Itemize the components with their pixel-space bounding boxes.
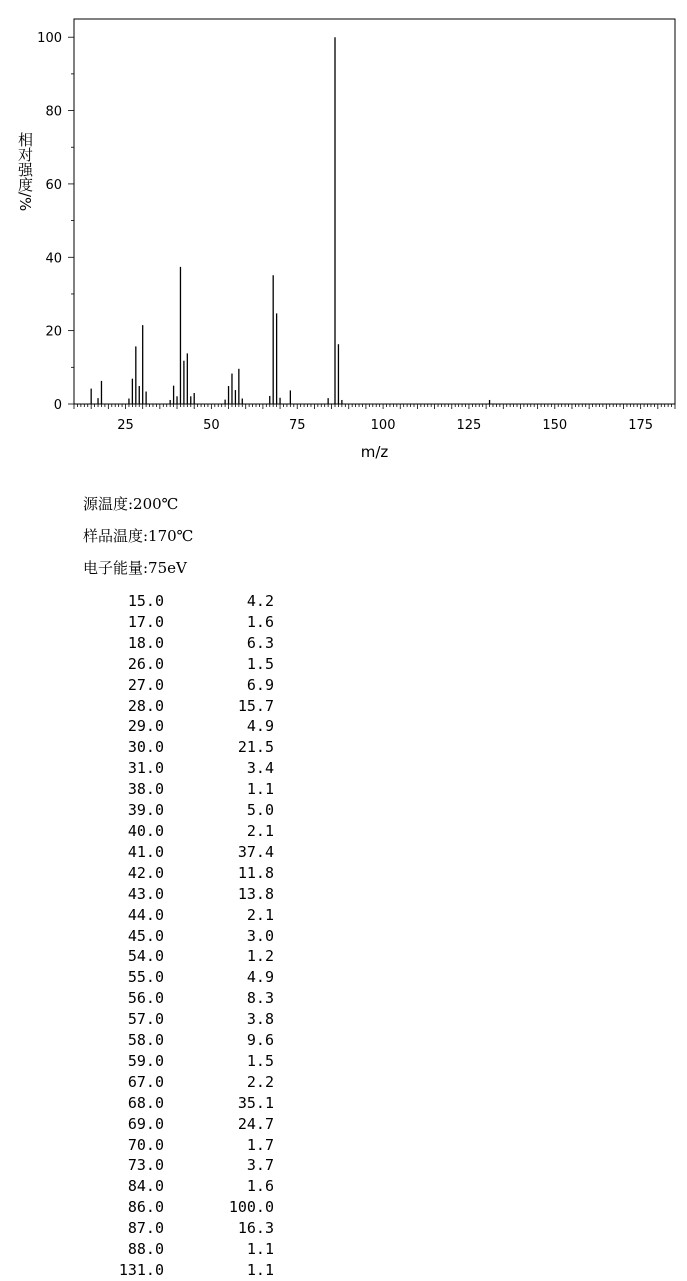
x-tick-label: 175 — [628, 418, 654, 433]
electron-energy-label: 电子能量:75eV — [83, 559, 187, 577]
x-tick-label: 75 — [288, 418, 306, 433]
plot-frame — [74, 19, 675, 404]
abundance-cell: 9.6 — [246, 1031, 274, 1050]
abundance-cell: 24.7 — [237, 1114, 274, 1133]
x-tick-label: 25 — [117, 418, 134, 433]
table-row — [0, 988, 274, 1009]
y-tick-label: 60 — [45, 177, 62, 193]
abundance-cell: 4.9 — [246, 717, 274, 736]
abundance-cell: 3.0 — [246, 926, 274, 945]
x-tick-label: 100 — [370, 418, 396, 433]
abundance-cell: 11.8 — [237, 863, 274, 882]
mz-cell: 59.0 — [127, 1051, 164, 1070]
y-axis-label: 相对强度/% — [16, 132, 34, 212]
abundance-cell: 35.1 — [237, 1093, 274, 1112]
table-row — [0, 800, 274, 821]
table-row — [0, 1155, 274, 1176]
x-axis-label: m/z — [360, 443, 389, 461]
mz-cell: 131.0 — [118, 1261, 164, 1279]
table-row — [0, 967, 274, 988]
table-row — [0, 1135, 274, 1156]
mz-cell: 31.0 — [127, 759, 164, 778]
mz-cell: 39.0 — [127, 801, 164, 820]
table-row — [0, 1009, 274, 1030]
abundance-cell: 16.3 — [237, 1219, 274, 1238]
table-row — [0, 1239, 274, 1260]
abundance-cell: 37.4 — [237, 842, 274, 861]
table-row — [0, 926, 274, 947]
table-row — [0, 1072, 274, 1093]
x-tick-label: 50 — [203, 418, 220, 433]
abundance-cell: 1.6 — [246, 612, 274, 631]
mz-cell: 29.0 — [127, 717, 164, 736]
table-row — [0, 737, 274, 758]
y-tick-label: 40 — [45, 251, 62, 267]
abundance-cell: 1.1 — [246, 1240, 274, 1259]
abundance-cell: 1.6 — [246, 1177, 274, 1196]
table-row — [0, 905, 274, 926]
abundance-cell: 3.4 — [246, 759, 274, 778]
table-row — [0, 591, 274, 612]
mz-cell: 67.0 — [127, 1072, 164, 1091]
mz-cell: 41.0 — [127, 842, 164, 861]
y-tick-label: 0 — [53, 398, 62, 413]
mass-spectrum-chart — [0, 0, 687, 470]
mz-cell: 43.0 — [127, 884, 164, 903]
abundance-cell: 2.1 — [246, 905, 274, 924]
table-row — [0, 1197, 274, 1218]
table-row — [0, 946, 274, 967]
mz-cell: 54.0 — [127, 947, 164, 966]
mz-cell: 18.0 — [127, 633, 164, 652]
table-row — [0, 612, 274, 633]
abundance-cell: 15.7 — [237, 696, 274, 715]
abundance-cell: 21.5 — [237, 738, 274, 757]
abundance-cell: 1.5 — [246, 654, 274, 673]
mz-cell: 38.0 — [127, 780, 164, 799]
abundance-cell: 3.8 — [246, 1010, 274, 1029]
abundance-cell: 1.5 — [246, 1051, 274, 1070]
mz-cell: 45.0 — [127, 926, 164, 945]
table-row — [0, 1030, 274, 1051]
abundance-cell: 4.2 — [246, 592, 274, 610]
abundance-cell: 1.7 — [246, 1135, 274, 1154]
mz-cell: 55.0 — [127, 968, 164, 987]
mz-cell: 68.0 — [127, 1093, 164, 1112]
mz-cell: 58.0 — [127, 1031, 164, 1050]
abundance-cell: 6.9 — [246, 675, 274, 694]
peak-table — [0, 591, 274, 1281]
table-row — [0, 821, 274, 842]
table-row — [0, 884, 274, 905]
mz-cell: 87.0 — [127, 1219, 164, 1238]
x-tick-label: 150 — [542, 418, 568, 433]
abundance-cell: 6.3 — [246, 633, 274, 652]
abundance-cell: 2.1 — [246, 821, 274, 840]
table-row — [0, 696, 274, 717]
table-row — [0, 1218, 274, 1239]
sample-temperature-label: 样品温度:170℃ — [83, 527, 194, 545]
mz-cell: 42.0 — [127, 863, 164, 882]
table-row — [0, 779, 274, 800]
mz-cell: 26.0 — [127, 654, 164, 673]
mz-cell: 56.0 — [127, 989, 164, 1008]
mz-cell: 30.0 — [127, 738, 164, 757]
table-row — [0, 863, 274, 884]
mz-cell: 69.0 — [127, 1114, 164, 1133]
table-row — [0, 654, 274, 675]
mz-cell: 70.0 — [127, 1135, 164, 1154]
table-row — [0, 842, 274, 863]
source-temperature-label: 源温度:200℃ — [83, 495, 179, 513]
abundance-cell: 8.3 — [246, 989, 274, 1008]
abundance-cell: 4.9 — [246, 968, 274, 987]
table-row — [0, 675, 274, 696]
table-row — [0, 716, 274, 737]
table-row — [0, 758, 274, 779]
mz-cell: 86.0 — [127, 1198, 164, 1217]
mz-cell: 40.0 — [127, 821, 164, 840]
abundance-cell: 2.2 — [246, 1072, 274, 1091]
mz-cell: 88.0 — [127, 1240, 164, 1259]
abundance-cell: 13.8 — [237, 884, 274, 903]
mz-cell: 57.0 — [127, 1010, 164, 1029]
table-row — [0, 1114, 274, 1135]
mz-cell: 27.0 — [127, 675, 164, 694]
abundance-cell: 1.2 — [246, 947, 274, 966]
abundance-cell: 1.1 — [246, 780, 274, 799]
x-tick-label: 125 — [456, 418, 482, 433]
table-row — [0, 1176, 274, 1197]
abundance-cell: 1.1 — [246, 1261, 274, 1279]
mz-cell: 73.0 — [127, 1156, 164, 1175]
y-tick-label: 80 — [45, 104, 62, 120]
table-row — [0, 1093, 274, 1114]
y-tick-label: 100 — [37, 31, 62, 47]
table-row — [0, 1260, 274, 1281]
mz-cell: 17.0 — [127, 612, 164, 631]
mz-cell: 84.0 — [127, 1177, 164, 1196]
table-row — [0, 1051, 274, 1072]
mz-cell: 15.0 — [127, 592, 164, 610]
abundance-cell: 5.0 — [246, 801, 274, 820]
y-tick-label: 20 — [45, 324, 62, 340]
mz-cell: 44.0 — [127, 905, 164, 924]
abundance-cell: 100.0 — [228, 1198, 274, 1217]
mz-cell: 28.0 — [127, 696, 164, 715]
table-row — [0, 633, 274, 654]
abundance-cell: 3.7 — [246, 1156, 274, 1175]
